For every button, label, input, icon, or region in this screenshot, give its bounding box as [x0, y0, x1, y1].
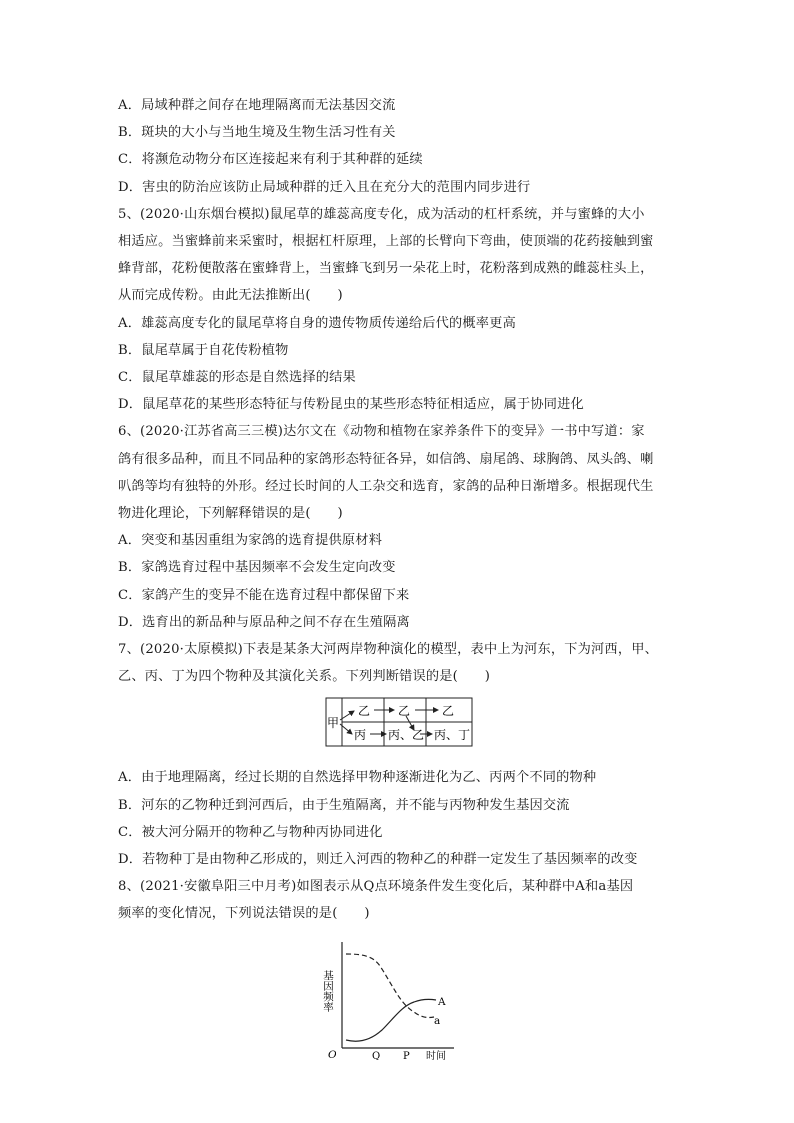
question-block-4-to-7 [118, 92, 678, 690]
text-line: D．鼠尾草花的某些形态特征与传粉昆虫的某些形态特征相适应，属于协同进化 [118, 397, 584, 413]
text-line: 乙、丙、丁为四个物种及其演化关系。下列判断错误的是( ) [118, 669, 491, 685]
series-a-curve [346, 954, 434, 1017]
text-line: A．局域种群之间存在地理隔离而无法基因交流 [118, 98, 396, 113]
text-line: 7、(2020·太原模拟)下表是某条大河两岸物种演化的模型，表中上为河东，下为河西，甲、 [118, 642, 658, 658]
text-line: 频率的变化情况，下列说法错误的是( ) [118, 906, 370, 922]
text-line: 物进化理论，下列解释错误的是( ) [118, 506, 343, 522]
x-axis-label: 时间 [426, 1050, 446, 1060]
text-line: A．由于地理隔离，经过长期的自然选择甲物种逐渐进化为乙、丙两个不同的物种 [118, 770, 597, 786]
text-line: 6、(2020·江苏省高三三模)达尔文在《动物和植物在家养条件下的变异》一书中写道：家 [118, 424, 645, 440]
gene-frequency-chart [118, 932, 678, 1060]
species-evolution-table-figure [118, 696, 678, 754]
species-evolution-table [118, 696, 678, 754]
bottom-row-cell: 丙、丁 [434, 728, 471, 743]
text-line: A．突变和基因重组为家鸽的选育提供原材料 [118, 533, 383, 549]
series-label-a: a [434, 1014, 441, 1027]
tick-label-q: Q [372, 1050, 381, 1060]
y-axis-label: 基因频率 [322, 969, 334, 1012]
text-line: 从而完成传粉。由此无法推断出( ) [118, 288, 343, 304]
text-line: 叭鸽等均有独特的外形。经过长时间的人工杂交和选育，家鸽的品种日渐增多。根据现代生 [118, 478, 654, 494]
bottom-row-cell: 丙 [354, 728, 367, 743]
text-line: C．被大河分隔开的物种乙与物种丙协同进化 [118, 824, 383, 840]
document-page [118, 92, 678, 1060]
text-line: D．若物种丁是由物种乙形成的，则迁入河西的物种乙的种群一定发生了基因频率的改变 [118, 852, 638, 868]
text-line: B．斑块的大小与当地生境及生物生活习性有关 [118, 125, 396, 141]
top-row-cell: 乙 [398, 704, 411, 719]
top-row-cell: 乙 [358, 704, 371, 719]
tick-label-p: P [403, 1050, 410, 1060]
text-line: D．选育出的新品种与原品种之间不存在生殖隔离 [118, 614, 410, 630]
bottom-row-cell: 丙、乙 [388, 728, 425, 743]
text-line: 鸽有很多品种，而且不同品种的家鸽形态特征各异，如信鸽、扇尾鸽、球胸鸽、凤头鸽、喇 [118, 451, 654, 467]
series-label-A: A [438, 995, 446, 1008]
gene-frequency-chart-figure [118, 932, 678, 1060]
text-line: 相适应。当蜜蜂前来采蜜时，根据杠杆原理，上部的长臂向下弯曲，使顶端的花药接触到蜜 [118, 234, 654, 250]
origin-label: O [328, 1048, 337, 1060]
question-block-7-options-and-8 [118, 764, 678, 927]
text-line: D．害虫的防治应该防止局域种群的迁入且在充分大的范围内同步进行 [118, 179, 531, 195]
text-line: 蜂背部，花粉便散落在蜜蜂背上，当蜜蜂飞到另一朵花上时，花粉落到成熟的雌蕊柱头上， [118, 261, 654, 277]
text-line: B．家鸽选育过程中基因频率不会发生定向改变 [118, 560, 396, 576]
top-row-cell: 乙 [442, 704, 455, 719]
text-line: C．将濒危动物分布区连接起来有利于其种群的延续 [118, 152, 423, 168]
text-line: A．雄蕊高度专化的鼠尾草将自身的遗传物质传递给后代的概率更高 [118, 315, 516, 331]
text-line: C．鼠尾草雄蕊的形态是自然选择的结果 [118, 370, 356, 386]
species-start-label: 甲 [327, 716, 340, 731]
text-line: 8、(2021·安徽阜阳三中月考)如图表示从Q点环境条件发生变化后，某种群中A和a基因 [118, 879, 634, 895]
series-A-curve [346, 999, 436, 1041]
text-line: B．河东的乙物种迁到河西后，由于生殖隔离，并不能与丙物种发生基因交流 [118, 797, 570, 813]
text-line: C．家鸽产生的变异不能在选育过程中都保留下来 [118, 587, 410, 603]
text-line: 5、(2020·山东烟台模拟)鼠尾草的雄蕊高度专化，成为活动的杠杆系统，并与蜜蜂的大小 [118, 206, 645, 222]
text-line: B．鼠尾草属于自花传粉植物 [118, 342, 289, 358]
